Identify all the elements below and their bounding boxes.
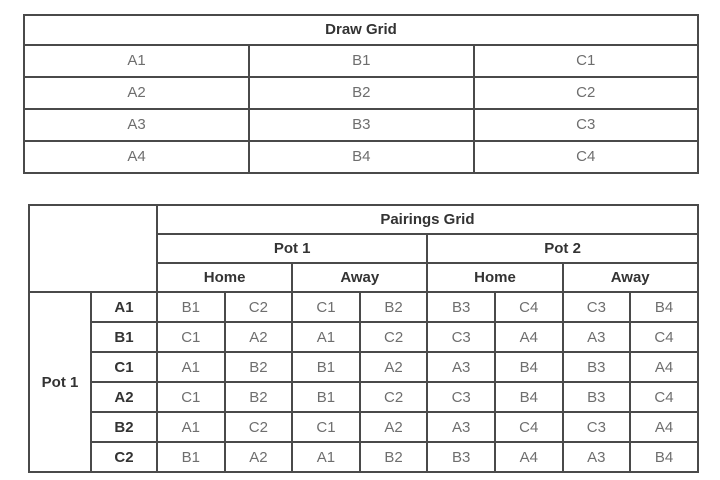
draw-grid-cell: B2 (249, 77, 473, 109)
pairing-cell: B1 (292, 382, 360, 412)
table-row (24, 45, 698, 77)
table-row (29, 292, 698, 322)
draw-grid-cell: B1 (249, 45, 473, 77)
row-label: B2 (91, 412, 157, 442)
pairings-title-row (29, 205, 698, 234)
row-label: B1 (91, 322, 157, 352)
pairing-cell: B1 (157, 442, 225, 472)
pairing-cell: A1 (292, 442, 360, 472)
pairing-cell: A4 (495, 322, 563, 352)
table-row (24, 109, 698, 141)
table-row (29, 322, 698, 352)
pairing-cell: B2 (360, 442, 428, 472)
draw-grid-cell: A3 (24, 109, 249, 141)
table-row (29, 442, 698, 472)
pairings-grid-table (28, 204, 699, 473)
pairing-cell: A3 (563, 322, 631, 352)
pairing-cell: C1 (157, 382, 225, 412)
pairing-cell: A1 (157, 412, 225, 442)
table-row (29, 382, 698, 412)
pot2-away-header: Away (563, 263, 698, 292)
pairing-cell: A4 (630, 412, 698, 442)
table-row (24, 141, 698, 173)
pairing-cell: C1 (157, 322, 225, 352)
pairing-cell: A2 (360, 352, 428, 382)
pairing-cell: B4 (495, 352, 563, 382)
row-label: A2 (91, 382, 157, 412)
draw-grid-cell: A2 (24, 77, 249, 109)
pairing-cell: A4 (630, 352, 698, 382)
pairing-cell: A2 (225, 442, 293, 472)
draw-grid-cell: A4 (24, 141, 249, 173)
pairing-cell: A2 (360, 412, 428, 442)
pairing-cell: C4 (495, 292, 563, 322)
table-row (24, 77, 698, 109)
row-label: C1 (91, 352, 157, 382)
pairing-cell: C1 (292, 412, 360, 442)
pairing-cell: B4 (630, 442, 698, 472)
pairing-cell: C3 (563, 412, 631, 442)
pot2-column-header: Pot 2 (427, 234, 697, 263)
draw-grid-title-row (24, 15, 698, 45)
pairing-cell: C4 (630, 322, 698, 352)
pairing-cell: C3 (427, 322, 495, 352)
pairing-cell: A3 (563, 442, 631, 472)
pairing-cell: C2 (360, 322, 428, 352)
pot1-row-group-label: Pot 1 (29, 292, 91, 472)
pairing-cell: B4 (495, 382, 563, 412)
draw-grid-cell: B3 (249, 109, 473, 141)
pairing-cell: B1 (157, 292, 225, 322)
pairing-cell: B3 (563, 352, 631, 382)
pairing-cell: C2 (360, 382, 428, 412)
row-label: C2 (91, 442, 157, 472)
draw-grid-cell: C3 (474, 109, 698, 141)
pot2-home-header: Home (427, 263, 562, 292)
pairing-cell: B4 (630, 292, 698, 322)
pairing-cell: C4 (495, 412, 563, 442)
pairing-cell: A3 (427, 352, 495, 382)
pairing-cell: B3 (427, 292, 495, 322)
pot1-column-header: Pot 1 (157, 234, 427, 263)
pairing-cell: B2 (225, 382, 293, 412)
pairing-cell: B3 (427, 442, 495, 472)
pairing-cell: A1 (157, 352, 225, 382)
pairing-cell: C3 (427, 382, 495, 412)
pot1-away-header: Away (292, 263, 427, 292)
pairing-cell: B2 (225, 352, 293, 382)
pairing-cell: B2 (360, 292, 428, 322)
table-row (29, 412, 698, 442)
pairing-cell: A1 (292, 322, 360, 352)
pairing-cell: B1 (292, 352, 360, 382)
pairing-cell: C4 (630, 382, 698, 412)
pairing-cell: A2 (225, 322, 293, 352)
corner-cell (29, 205, 157, 292)
pot1-home-header: Home (157, 263, 292, 292)
draw-grid-cell: C2 (474, 77, 698, 109)
draw-grid-title: Draw Grid (24, 15, 698, 45)
pairing-cell: C1 (292, 292, 360, 322)
draw-grid-cell: B4 (249, 141, 473, 173)
pairing-cell: C2 (225, 412, 293, 442)
draw-grid-cell: A1 (24, 45, 249, 77)
pairing-cell: C3 (563, 292, 631, 322)
draw-grid-cell: C4 (474, 141, 698, 173)
row-label: A1 (91, 292, 157, 322)
pairing-cell: C2 (225, 292, 293, 322)
pairing-cell: B3 (563, 382, 631, 412)
pairings-grid-title: Pairings Grid (157, 205, 698, 234)
draw-grid-cell: C1 (474, 45, 698, 77)
draw-grid-table (23, 14, 699, 174)
pairing-cell: A3 (427, 412, 495, 442)
pairing-cell: A4 (495, 442, 563, 472)
table-row (29, 352, 698, 382)
